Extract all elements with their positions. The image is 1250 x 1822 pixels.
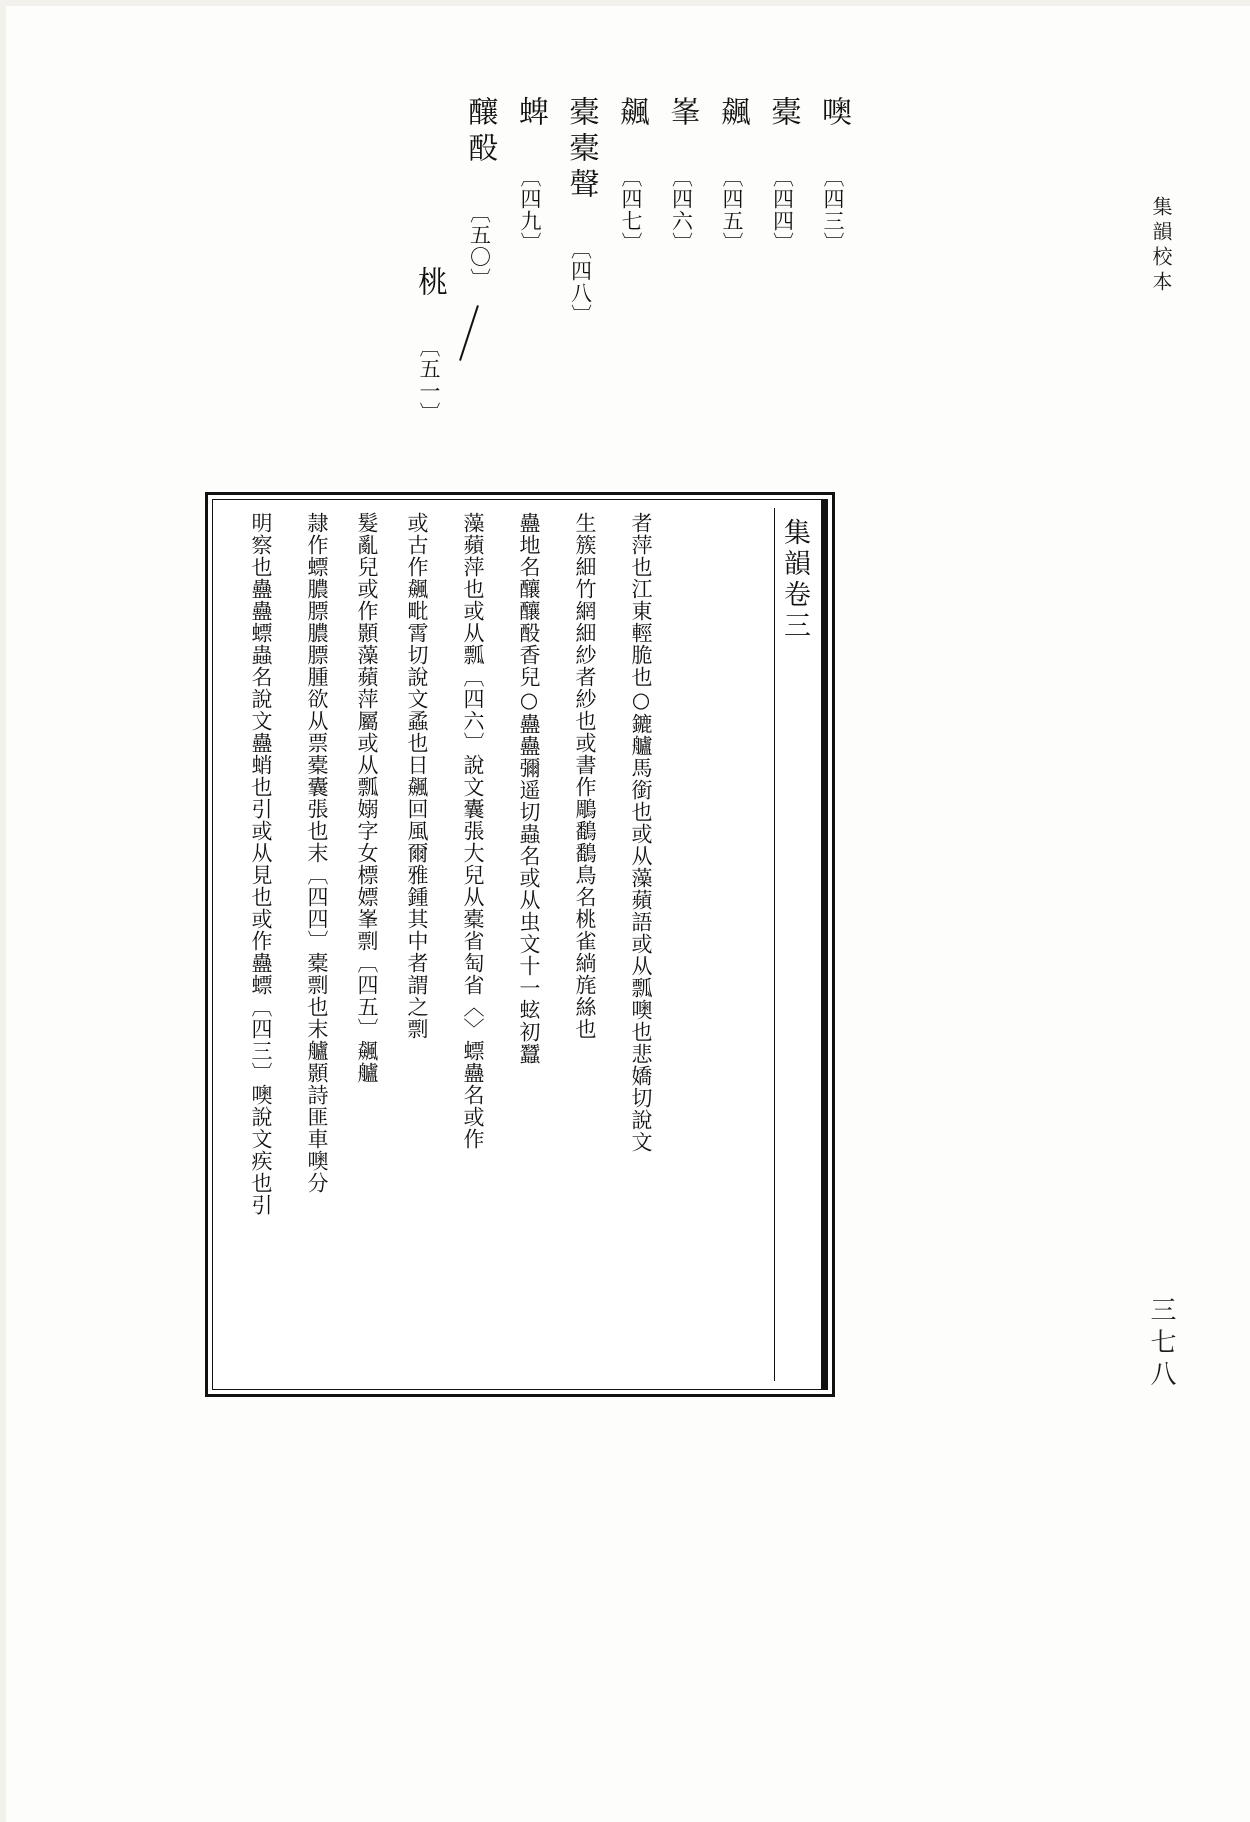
annotation-text: 峯	[664, 96, 700, 132]
text-column: 藻蘋萍也或从瓢〔四六〕說文囊張大兒从橐省匋省〈〉螵蠱名或作	[461, 512, 485, 1150]
annotation-number: 〔五一〕	[417, 336, 441, 424]
text-column: 髮亂兒或作顥藻蘋萍屬或从瓢嫋字女標嫖峯剽〔四五〕飆艫	[355, 512, 379, 1084]
pen-stroke-mark	[459, 305, 479, 361]
annotation-item	[715, 96, 750, 254]
annotation-item	[664, 96, 699, 254]
page-edge-top	[0, 0, 1250, 6]
text-column: 明察也蠱蠱螵蟲名說文蠱蛸也引或从見也或作蠱螵〔四三〕噢說文疾也引	[249, 512, 273, 1216]
annotation-number: 〔四五〕	[720, 166, 744, 254]
text-frame-inner	[212, 499, 828, 1390]
text-frame	[205, 492, 835, 1397]
annotation-item	[816, 96, 851, 254]
annotation-number: 〔四八〕	[568, 238, 593, 326]
text-column: 隷作螵膿膘膿膘腫欲从票橐囊張也末〔四四〕橐剽也末艫顥詩匪車噢分	[305, 512, 329, 1194]
annotation-text: 桃	[412, 266, 447, 302]
annotation-text: 橐	[765, 96, 801, 132]
text-column: 蠱地名釀釀酘香兒○蠱蠱彌遥切蟲名或从虫文十一蚿初蠶	[517, 512, 541, 1065]
annotation-item	[614, 96, 649, 254]
annotation-item-extra	[412, 266, 447, 424]
annotation-text: 蜱	[513, 96, 548, 132]
block-title: 集韻卷三	[774, 508, 813, 1381]
annotation-number: 〔四六〕	[669, 166, 694, 254]
annotation-text: 橐橐聲	[563, 96, 599, 204]
annotation-item	[765, 96, 800, 254]
annotation-number: 〔四四〕	[770, 166, 795, 254]
running-head: 集韻校本	[1149, 196, 1173, 296]
annotation-text: 飆	[614, 96, 649, 132]
page-number: 三七八	[1146, 1296, 1176, 1392]
annotation-text: 噢	[816, 96, 851, 132]
annotation-number: 〔五〇〕	[467, 202, 492, 290]
annotation-text: 釀酘	[462, 96, 498, 168]
page-edge-left	[0, 0, 6, 1822]
annotation-number: 〔四七〕	[619, 166, 643, 254]
annotation-item	[513, 96, 548, 254]
text-column: 或古作飆毗霄切說文蟊也日飆回風爾雅鍾其中者謂之剽	[405, 512, 429, 1040]
annotation-number: 〔四三〕	[821, 166, 845, 254]
annotation-list	[330, 96, 850, 466]
annotation-number: 〔四九〕	[518, 166, 542, 254]
annotation-item	[462, 96, 497, 290]
annotation-item	[563, 96, 598, 326]
text-column: 者萍也江東輕脆也○鏕艫馬銜也或从藻蘋語或从瓢噢也悲嬌切說文	[629, 512, 653, 1153]
annotation-text: 飆	[715, 96, 750, 132]
text-columns	[219, 508, 774, 1381]
text-column: 生簇細竹網細紗者紗也或書作鵰鷭鷭鳥名桃雀緔旄絲也	[573, 512, 597, 1040]
